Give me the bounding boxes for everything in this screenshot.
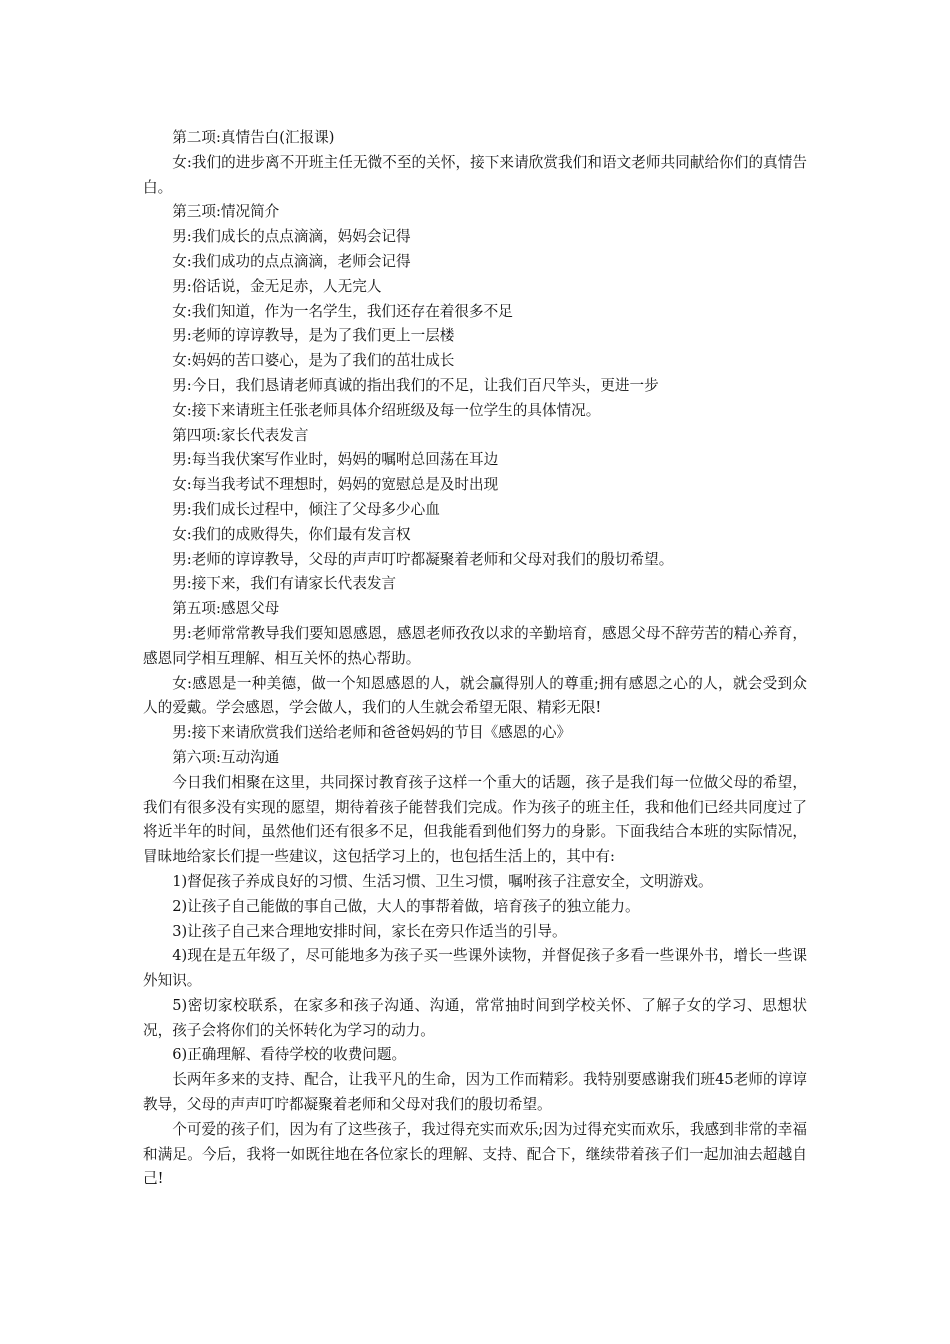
dialogue-line: 男:每当我伏案写作业时，妈妈的嘱咐总回荡在耳边 xyxy=(172,451,499,469)
list-item: 6)正确理解、看待学校的收费问题。 xyxy=(172,1046,407,1064)
dialogue-line: 女:妈妈的苦口婆心，是为了我们的茁壮成长 xyxy=(172,352,455,370)
paragraph: 今日我们相聚在这里，共同探讨教育孩子这样一个重大的话题，孩子是我们每一位做父母的希望，我们有很多没有实现的愿望，期待着孩子能替我们完成。作为孩子的班主任，我和他们已经共同度过了将近半年的时间，虽然他们还有很多不足，但我能看到他们努力的身影。下面我结合本班的实际情况，冒昧地给家长们提一些建议，这包括学习上的，也包括生活上的，其中有: xyxy=(143,773,807,866)
section-heading-3: 第三项:情况简介 xyxy=(172,203,280,221)
dialogue-line: 男:我们成长的点点滴滴，妈妈会记得 xyxy=(172,228,411,246)
list-item: 4)现在是五年级了，尽可能地多为孩子买一些课外读物，并督促孩子多看一些课外书，增长一些课外知识。 xyxy=(143,947,807,990)
list-item: 3)让孩子自己来合理地安排时间，家长在旁只作适当的引导。 xyxy=(172,922,567,940)
dialogue-line: 男:老师的谆谆教导，父母的声声叮咛都凝聚着老师和父母对我们的殷切希望。 xyxy=(172,550,674,568)
list-item: 2)让孩子自己能做的事自己做，大人的事帮着做，培育孩子的独立能力。 xyxy=(172,897,640,915)
paragraph: 女:我们的进步离不开班主任无微不至的关怀，接下来请欣赏我们和语文老师共同献给你们的真情告白。 xyxy=(143,153,807,196)
dialogue-line: 女:我们成功的点点滴滴，老师会记得 xyxy=(172,252,411,270)
document-body xyxy=(143,126,807,1192)
paragraph: 个可爱的孩子们，因为有了这些孩子，我过得充实而欢乐;因为过得充实而欢乐，我感到非常的幸福和满足。今后，我将一如既往地在各位家长的理解、支持、配合下，继续带着孩子们一起加油去超越自己! xyxy=(143,1120,807,1188)
section-heading-5: 第五项:感恩父母 xyxy=(172,600,280,618)
dialogue-line: 男:老师的谆谆教导，是为了我们更上一层楼 xyxy=(172,327,455,345)
list-item: 1)督促孩子养成良好的习惯、生活习惯、卫生习惯，嘱咐孩子注意安全，文明游戏。 xyxy=(172,872,713,890)
dialogue-line: 男:俗话说，金无足赤，人无完人 xyxy=(172,277,382,295)
dialogue-line: 男:今日，我们恳请老师真诚的指出我们的不足，让我们百尺竿头，更进一步 xyxy=(172,376,659,394)
dialogue-line: 女:我们的成败得失，你们最有发言权 xyxy=(172,525,411,543)
dialogue-line: 男:接下来，我们有请家长代表发言 xyxy=(172,575,397,593)
section-heading-2: 第二项:真情告白(汇报课) xyxy=(172,129,335,146)
section-heading-6: 第六项:互动沟通 xyxy=(172,748,280,766)
dialogue-line: 女:感恩是一种美德，做一个知恩感恩的人，就会赢得别人的尊重;拥有感恩之心的人，就会受到众人的爱戴。学会感恩，学会做人，我们的人生就会希望无限、精彩无限! xyxy=(143,674,807,717)
dialogue-line: 男:接下来请欣赏我们送给老师和爸爸妈妈的节目《感恩的心》 xyxy=(172,724,572,742)
dialogue-line: 女:接下来请班主任张老师具体介绍班级及每一位学生的具体情况。 xyxy=(172,401,601,419)
dialogue-line: 女:每当我考试不理想时，妈妈的宽慰总是及时出现 xyxy=(172,476,499,494)
list-item: 5)密切家校联系，在家多和孩子沟通、沟通，常常抽时间到学校关怀、了解子女的学习、思想状况，孩子会将你们的关怀转化为学习的动力。 xyxy=(143,996,807,1039)
dialogue-line: 女:我们知道，作为一名学生，我们还存在着很多不足 xyxy=(172,302,513,320)
dialogue-line: 男:老师常常教导我们要知恩感恩，感恩老师孜孜以求的辛勤培育，感恩父母不辞劳苦的精心养育，感恩同学相互理解、相互关怀的热心帮助。 xyxy=(143,624,807,667)
section-heading-4: 第四项:家长代表发言 xyxy=(172,426,309,444)
paragraph: 长两年多来的支持、配合，让我平凡的生命，因为工作而精彩。我特别要感谢我们班45老师的谆谆教导，父母的声声叮咛都凝聚着老师和父母对我们的殷切希望。 xyxy=(143,1071,807,1114)
dialogue-line: 男:我们成长过程中，倾注了父母多少心血 xyxy=(172,500,440,518)
